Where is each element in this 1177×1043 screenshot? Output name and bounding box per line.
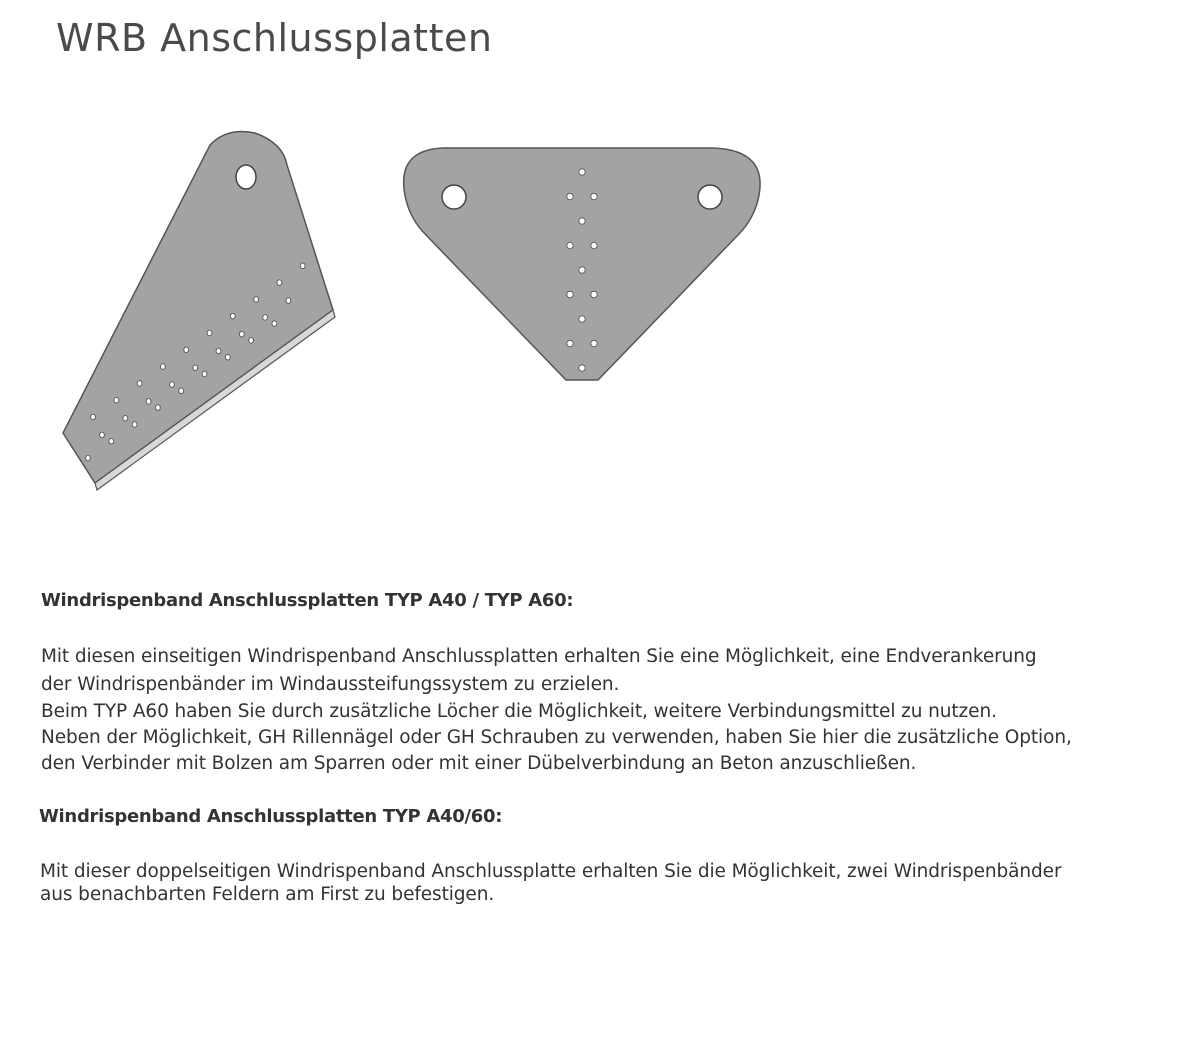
double-sided-plate-icon bbox=[398, 140, 766, 388]
plate-b-left-hole bbox=[442, 185, 466, 209]
body-line: Beim TYP A60 haben Sie durch zusätzliche Löcher die Möglichkeit, weitere Verbindungsmittel zu nutzen. bbox=[41, 701, 997, 722]
nail-hole bbox=[579, 316, 585, 322]
body-line: der Windrispenbänder im Windaussteifungssystem zu erzielen. bbox=[41, 674, 620, 695]
nail-hole bbox=[300, 263, 305, 269]
nail-hole bbox=[216, 348, 221, 354]
nail-hole bbox=[567, 291, 573, 297]
nail-hole bbox=[225, 354, 230, 360]
nail-hole bbox=[277, 280, 282, 286]
body-line: den Verbinder mit Bolzen am Sparren oder mit einer Dübelverbindung an Beton anzuschließen. bbox=[41, 753, 917, 774]
nail-hole bbox=[202, 371, 207, 377]
body-line: Neben der Möglichkeit, GH Rillennägel oder GH Schrauben zu verwenden, haben Sie hier die zusätzliche Option, bbox=[41, 727, 1072, 748]
nail-hole bbox=[579, 365, 585, 371]
nail-hole bbox=[579, 218, 585, 224]
plate-b-body bbox=[404, 148, 760, 380]
nail-hole bbox=[239, 331, 244, 337]
nail-hole bbox=[193, 365, 198, 371]
body-line: Mit diesen einseitigen Windrispenband Anschlussplatten erhalten Sie eine Möglichkeit, eine Endverankerung bbox=[41, 646, 1037, 667]
plate-b-right-hole bbox=[698, 185, 722, 209]
nail-hole bbox=[109, 438, 114, 444]
nail-hole bbox=[156, 405, 161, 411]
body-line: Mit dieser doppelseitigen Windrispenband Anschlussplatte erhalten Sie die Möglichkeit, zwei Windrispenbänder bbox=[40, 861, 1062, 882]
nail-hole bbox=[123, 415, 128, 421]
nail-hole bbox=[184, 347, 189, 353]
nail-hole bbox=[591, 242, 597, 248]
section-heading-a40-60: Windrispenband Anschlussplatten TYP A40/60: bbox=[39, 806, 503, 827]
nail-hole bbox=[137, 381, 142, 387]
nail-hole bbox=[146, 399, 151, 405]
nail-hole bbox=[207, 330, 212, 336]
nail-hole bbox=[161, 364, 166, 370]
nail-hole bbox=[591, 291, 597, 297]
body-line: aus benachbarten Feldern am First zu befestigen. bbox=[40, 884, 495, 905]
nail-hole bbox=[100, 432, 105, 438]
nail-hole bbox=[567, 193, 573, 199]
nail-hole bbox=[579, 169, 585, 175]
nail-hole bbox=[179, 388, 184, 394]
section-heading-a40-a60: Windrispenband Anschlussplatten TYP A40 / TYP A60: bbox=[41, 590, 574, 611]
nail-hole bbox=[286, 298, 291, 304]
single-sided-plate-icon bbox=[55, 125, 345, 495]
section-body-a40-a60 bbox=[41, 644, 1072, 777]
nail-hole bbox=[170, 382, 175, 388]
section-body-a40-60 bbox=[40, 860, 1061, 906]
nail-hole bbox=[263, 315, 268, 321]
nail-hole bbox=[591, 193, 597, 199]
nail-hole bbox=[86, 455, 91, 461]
nail-hole bbox=[567, 242, 573, 248]
page-title: WRB Anschlussplatten bbox=[56, 16, 493, 60]
nail-hole bbox=[91, 414, 96, 420]
nail-hole bbox=[254, 297, 259, 303]
nail-hole bbox=[114, 397, 119, 403]
nail-hole bbox=[579, 267, 585, 273]
nail-hole bbox=[249, 338, 254, 344]
nail-hole bbox=[272, 321, 277, 327]
nail-hole bbox=[132, 422, 137, 428]
nail-hole bbox=[230, 313, 235, 319]
nail-hole bbox=[591, 340, 597, 346]
nail-hole bbox=[567, 340, 573, 346]
